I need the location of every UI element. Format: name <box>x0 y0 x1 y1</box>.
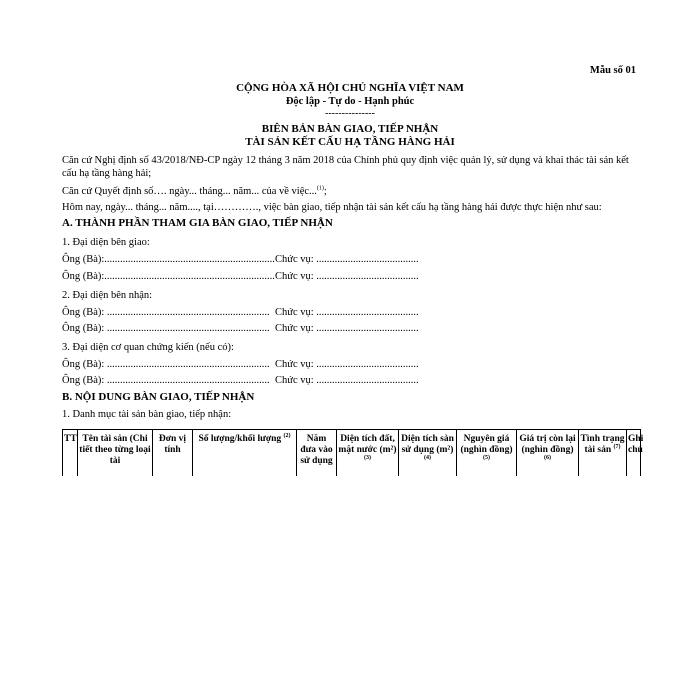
representative-row <box>62 359 419 370</box>
representative-position-field[interactable]: Chức vụ: ....................................... <box>275 375 419 386</box>
representative-row <box>62 254 419 265</box>
asset-list-label: 1. Danh mục tài sản bàn giao, tiếp nhận: <box>62 409 232 420</box>
column-header-notes: Ghi chú <box>627 430 641 477</box>
table-header-row <box>63 430 641 477</box>
separator-rule: --------------- <box>325 108 375 119</box>
representative-position-field[interactable]: Chức vụ: ....................................... <box>275 254 419 265</box>
motto: Độc lập - Tự do - Hạnh phúc <box>285 96 415 107</box>
column-header-quantity: Số lượng/khối lượng $^{(2)}$ <box>193 430 297 477</box>
document-title: BIÊN BẢN BÀN GIAO, TIẾP NHẬN <box>261 123 439 135</box>
preamble-decision <box>62 185 640 198</box>
asset-table <box>62 429 644 476</box>
column-header-original-cost: Nguyên giá (nghìn đồng) $^{(5)}$ <box>457 430 517 477</box>
preamble-decree: Căn cứ Nghị định số 43/2018/NĐ-CP ngày 12 tháng 3 năm 2018 của Chính phủ quy định việc quản lý, sử dụng và khai thác tài sản kết cấu hạ tầng hàng hải; <box>62 155 629 179</box>
handover-party-label: 1. Đại diện bên giao: <box>62 237 150 248</box>
column-header-asset-name: Tên tài sản (Chi tiết theo từng loại tài <box>78 430 153 477</box>
column-header-residual-value: Giá trị còn lại (nghìn đồng) $^{(6)}$ <box>517 430 579 477</box>
representative-position-field[interactable]: Chức vụ: ....................................... <box>275 323 419 334</box>
preamble-date: Hôm nay, ngày... tháng... năm...., tại…………., việc bàn giao, tiếp nhận tài sản kết cấu hạ tầng hàng hải được thực hiện như sau: <box>62 202 602 213</box>
receiving-party-label: 2. Đại diện bên nhận: <box>62 290 153 301</box>
footnote-marker: (1) <box>316 185 324 192</box>
column-header-unit: Đơn vị tính <box>153 430 193 477</box>
representative-row <box>62 307 419 318</box>
representative-row <box>62 323 419 334</box>
representative-row <box>62 271 419 282</box>
column-header-year-in-use: Năm đưa vào sử dụng <box>297 430 337 477</box>
form-number: Mẫu số 01 <box>589 65 636 76</box>
column-header-floor-area: Diện tích sàn sử dụng (m²) $^{(4)}$ <box>399 430 457 477</box>
representative-name-field[interactable]: Ông (Bà):................................................................. <box>62 271 275 282</box>
column-header-land-area: Diện tích đất, mặt nước (m²) $^{(3)}$ <box>337 430 399 477</box>
representative-name-field[interactable]: Ông (Bà): .............................................................. <box>62 323 270 334</box>
preamble-decision-end: ; <box>323 186 327 197</box>
preamble-decision-text: Căn cứ Quyết định số…. ngày... tháng... năm... của về việc... <box>62 186 317 197</box>
nation-heading: CỘNG HÒA XÃ HỘI CHỦ NGHĨA VIỆT NAM <box>236 82 464 94</box>
column-header-index: TT <box>63 430 78 477</box>
document-subtitle: TÀI SẢN KẾT CẤU HẠ TẦNG HÀNG HẢI <box>245 136 455 148</box>
section-b-heading: B. NỘI DUNG BÀN GIAO, TIẾP NHẬN <box>62 391 255 403</box>
representative-row <box>62 375 419 386</box>
column-header-condition: Tình trạng tài sản $^{(7)}$ <box>579 430 627 477</box>
representative-name-field[interactable]: Ông (Bà): .............................................................. <box>62 307 270 318</box>
representative-position-field[interactable]: Chức vụ: ....................................... <box>275 307 419 318</box>
representative-name-field[interactable]: Ông (Bà):................................................................. <box>62 254 275 265</box>
representative-name-field[interactable]: Ông (Bà): .............................................................. <box>62 359 270 370</box>
witness-party-label: 3. Đại diện cơ quan chứng kiến (nếu có): <box>62 342 234 353</box>
representative-position-field[interactable]: Chức vụ: ....................................... <box>275 271 419 282</box>
representative-name-field[interactable]: Ông (Bà): .............................................................. <box>62 375 270 386</box>
representative-position-field[interactable]: Chức vụ: ....................................... <box>275 359 419 370</box>
section-a-heading: A. THÀNH PHẦN THAM GIA BÀN GIAO, TIẾP NHẬN <box>62 217 333 229</box>
